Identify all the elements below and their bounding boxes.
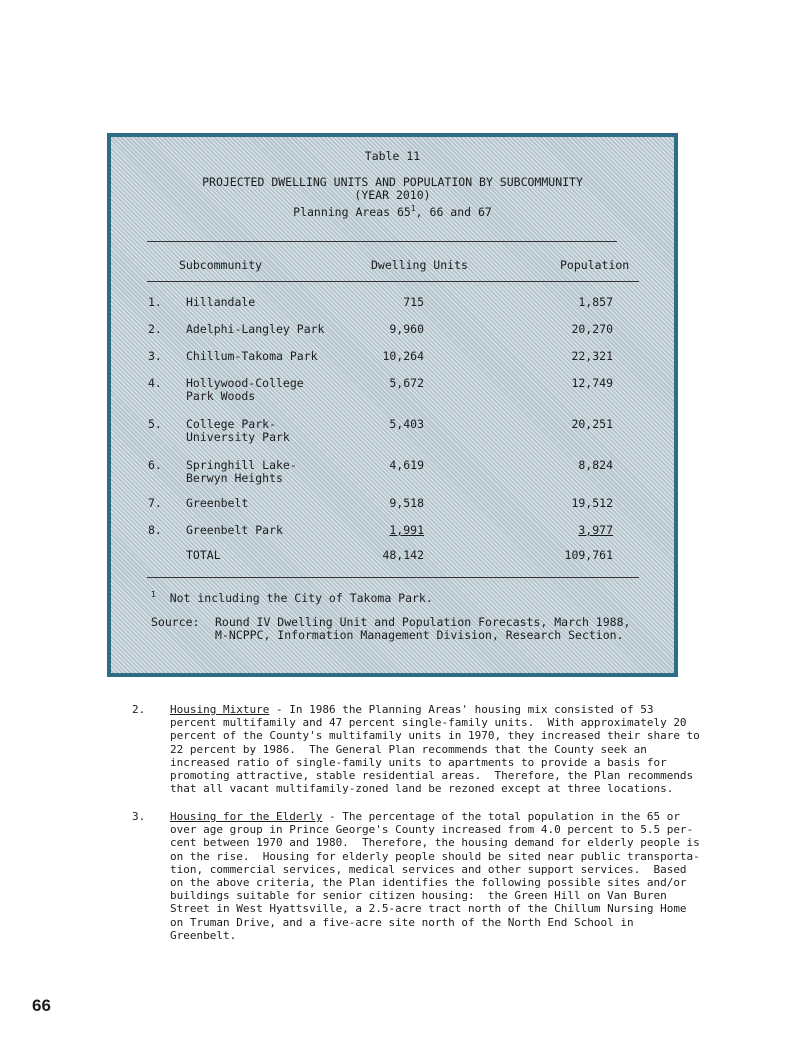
row-subcommunity: Adelphi-Langley Park bbox=[186, 322, 325, 336]
row-dwelling-units: 5,672 bbox=[389, 376, 424, 390]
row-number: 3. bbox=[148, 349, 162, 363]
source-line-2: M-NCPPC, Information Management Division, Research Section. bbox=[215, 628, 624, 642]
footnote-mark: 1 bbox=[151, 590, 156, 599]
page-number: 66 bbox=[32, 996, 51, 1015]
table-subtitle: (YEAR 2010) bbox=[354, 188, 431, 202]
row-number: 1. bbox=[148, 295, 162, 309]
row-population: 22,321 bbox=[571, 349, 613, 363]
row-number: 8. bbox=[148, 523, 162, 537]
row-population: 19,512 bbox=[571, 496, 613, 510]
row-dwelling-units: 9,518 bbox=[389, 496, 424, 510]
row-subcommunity: Hillandale bbox=[186, 295, 256, 309]
footnote-text: Not including the City of Takoma Park. bbox=[169, 590, 433, 605]
row-dwelling-units: 1,991 bbox=[389, 523, 424, 537]
rule-bottom bbox=[147, 577, 639, 578]
row-number: 2. bbox=[148, 322, 162, 336]
planning-prefix: Planning Areas 65 bbox=[293, 204, 411, 219]
planning-suffix: , 66 and 67 bbox=[415, 204, 492, 219]
row-subcommunity: Springhill Lake- Berwyn Heights bbox=[186, 458, 297, 485]
source-label: Source: bbox=[151, 615, 200, 629]
row-number: 4. bbox=[148, 376, 162, 390]
row-subcommunity: Greenbelt Park bbox=[186, 523, 283, 537]
paragraph-number: 3. bbox=[132, 810, 146, 823]
row-subcommunity: Greenbelt bbox=[186, 496, 249, 510]
rule-top bbox=[147, 241, 617, 242]
row-population: 20,251 bbox=[571, 417, 613, 431]
total-population: 109,761 bbox=[564, 548, 613, 562]
rule-header bbox=[147, 281, 639, 282]
table-planning-areas bbox=[111, 202, 674, 219]
table-title: PROJECTED DWELLING UNITS AND POPULATION BY SUBCOMMUNITY bbox=[202, 175, 583, 189]
footnote bbox=[151, 588, 433, 605]
row-number: 6. bbox=[148, 458, 162, 472]
planning-sup: 1 bbox=[410, 204, 416, 213]
total-label: TOTAL bbox=[186, 548, 221, 562]
row-population: 3,977 bbox=[578, 523, 613, 537]
row-population: 1,857 bbox=[578, 295, 613, 309]
row-number: 5. bbox=[148, 417, 162, 431]
paragraph-body: Housing for the Elderly - The percentage of the total population in the 65 or over age group in Prince George's County increased from 4.0 percent to 5.5 per- cent between 1970 and 1980. Therefore, the housing demand for elderly people is on the rise. Housing for elderly people should be sited near public transporta- tion, commercial services, medical services and other support services. Based on the above criteria, the Plan identifies the following possible sites and/or buildings suitable for senior citizen housing: the Green Hill on Van Buren Street in West Hyattsville, a 2.5-acre tract north of the Chillum Nursing Home on Truman Drive, and a five-acre site north of the North End School in Greenbelt. bbox=[170, 810, 700, 942]
row-dwelling-units: 715 bbox=[403, 295, 424, 309]
row-population: 8,824 bbox=[578, 458, 613, 472]
paragraph-heading: Housing Mixture bbox=[170, 703, 270, 716]
row-subcommunity: Hollywood-College Park Woods bbox=[186, 376, 304, 403]
row-dwelling-units: 4,619 bbox=[389, 458, 424, 472]
table-panel bbox=[107, 133, 678, 677]
source-line-1: Round IV Dwelling Unit and Population Forecasts, March 1988, bbox=[215, 615, 631, 629]
header-dwelling-units: Dwelling Units bbox=[371, 258, 468, 272]
row-population: 12,749 bbox=[571, 376, 613, 390]
header-population: Population bbox=[560, 258, 630, 272]
paragraph-heading: Housing for the Elderly bbox=[170, 810, 323, 823]
row-number: 7. bbox=[148, 496, 162, 510]
row-subcommunity: Chillum-Takoma Park bbox=[186, 349, 318, 363]
paragraph-body: Housing Mixture - In 1986 the Planning Areas' housing mix consisted of 53 percent multifamily and 47 percent single-family units. With approximately 20 percent of the County's multifamily units in 1970, they increased their share to 22 percent by 1986. The General Plan recommends that the County seek an increased ratio of single-family units to apartments to provide a basis for promoting attractive, stable residential areas. Therefore, the Plan recommends that all vacant multifamily-zoned land be rezoned except at three locations. bbox=[170, 703, 700, 796]
header-subcommunity: Subcommunity bbox=[179, 258, 263, 272]
row-subcommunity: College Park- University Park bbox=[186, 417, 290, 444]
row-dwelling-units: 5,403 bbox=[389, 417, 424, 431]
total-dwelling-units: 48,142 bbox=[382, 548, 424, 562]
row-population: 20,270 bbox=[571, 322, 613, 336]
row-dwelling-units: 9,960 bbox=[389, 322, 424, 336]
paragraph-number: 2. bbox=[132, 703, 146, 716]
row-dwelling-units: 10,264 bbox=[382, 349, 424, 363]
table-number: Table 11 bbox=[364, 149, 421, 163]
